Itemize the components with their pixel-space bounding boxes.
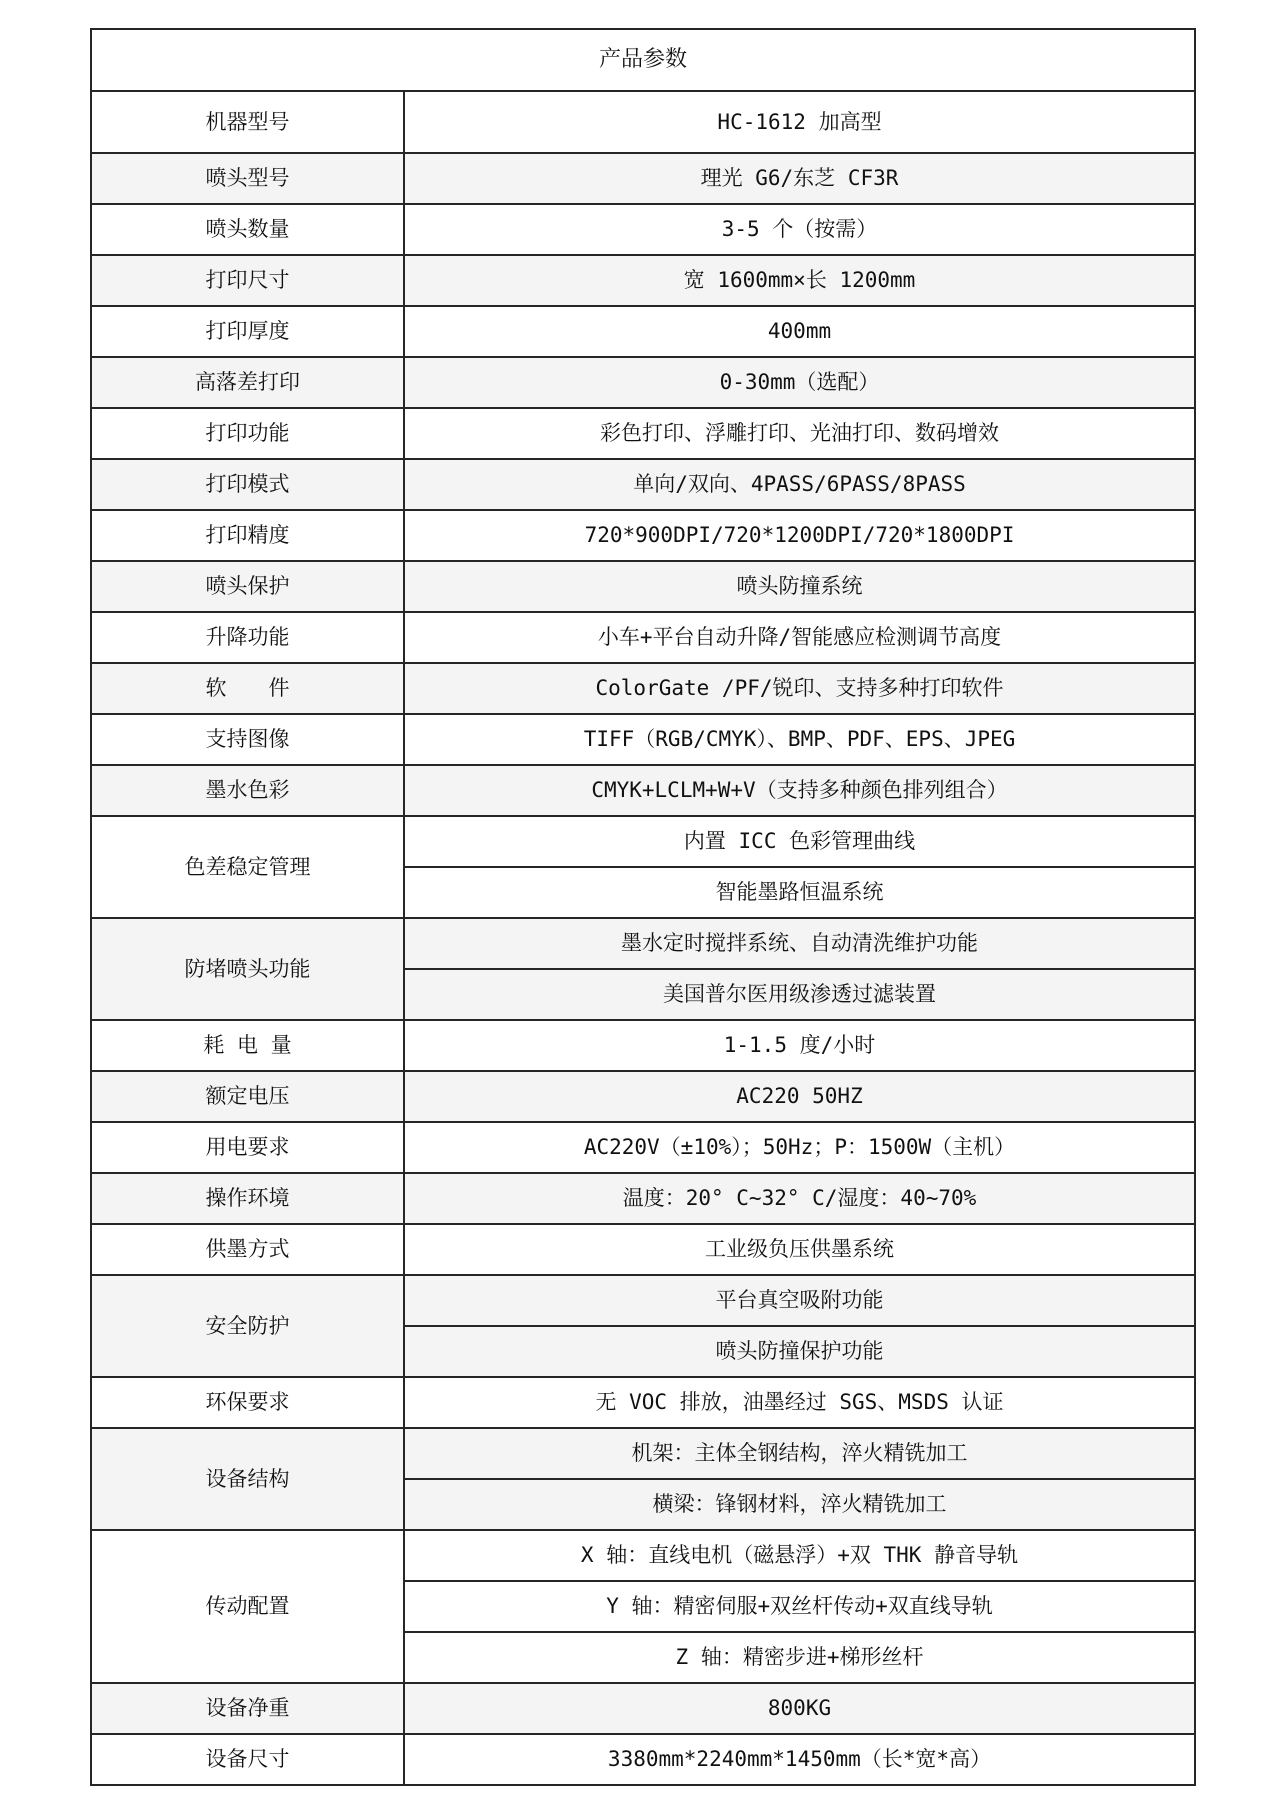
spec-value-cell: 智能墨路恒温系统 [404,867,1195,918]
spec-value-cell: 3380mm*2240mm*1450mm（长*宽*高） [404,1734,1195,1785]
spec-label-cell: 色差稳定管理 [91,816,404,918]
spec-row [91,1683,1195,1734]
spec-value-cell: Z 轴：精密步进+梯形丝杆 [404,1632,1195,1683]
spec-value-cell: 墨水定时搅拌系统、自动清洗维护功能 [404,918,1195,969]
spec-value-cell: 小车+平台自动升降/智能感应检测调节高度 [404,612,1195,663]
spec-label-cell: 喷头数量 [91,204,404,255]
spec-label-cell: 支持图像 [91,714,404,765]
spec-value-cell: 0-30mm（选配） [404,357,1195,408]
spec-label-cell: 软 件 [91,663,404,714]
spec-row [91,408,1195,459]
spec-value-cell: 喷头防撞保护功能 [404,1326,1195,1377]
spec-value-cell: 温度：20° C~32° C/湿度：40~70% [404,1173,1195,1224]
spec-row [91,204,1195,255]
spec-row [91,1071,1195,1122]
spec-label-cell: 设备净重 [91,1683,404,1734]
spec-value-cell: 彩色打印、浮雕打印、光油打印、数码增效 [404,408,1195,459]
spec-label-cell: 墨水色彩 [91,765,404,816]
spec-value-cell: 400mm [404,306,1195,357]
spec-label-cell: 安全防护 [91,1275,404,1377]
spec-row [91,918,1195,969]
spec-label-cell: 打印厚度 [91,306,404,357]
spec-value-cell: AC220V（±10%）；50Hz；P：1500W（主机） [404,1122,1195,1173]
spec-value-cell: 720*900DPI/720*1200DPI/720*1800DPI [404,510,1195,561]
spec-row [91,714,1195,765]
spec-label-cell: 打印模式 [91,459,404,510]
spec-row [91,357,1195,408]
spec-value-cell: 机架：主体全钢结构，淬火精铣加工 [404,1428,1195,1479]
spec-row [91,153,1195,204]
spec-label-cell: 打印功能 [91,408,404,459]
spec-value-cell: 美国普尔医用级渗透过滤装置 [404,969,1195,1020]
spec-row [91,510,1195,561]
spec-label-cell: 喷头保护 [91,561,404,612]
spec-value-cell: 工业级负压供墨系统 [404,1224,1195,1275]
spec-value-cell: ColorGate /PF/锐印、支持多种打印软件 [404,663,1195,714]
table-title: 产品参数 [91,29,1195,91]
spec-label-cell: 设备尺寸 [91,1734,404,1785]
spec-row [91,1428,1195,1479]
spec-row [91,1530,1195,1581]
spec-row [91,306,1195,357]
spec-row [91,1173,1195,1224]
spec-value-cell: 横梁：锋钢材料，淬火精铣加工 [404,1479,1195,1530]
spec-value-cell: HC-1612 加高型 [404,91,1195,153]
spec-label-cell: 传动配置 [91,1530,404,1683]
spec-row [91,1020,1195,1071]
spec-label-cell: 喷头型号 [91,153,404,204]
spec-label-cell: 机器型号 [91,91,404,153]
spec-row [91,765,1195,816]
spec-value-cell: 理光 G6/东芝 CF3R [404,153,1195,204]
spec-value-cell: Y 轴：精密伺服+双丝杆传动+双直线导轨 [404,1581,1195,1632]
spec-label-cell: 设备结构 [91,1428,404,1530]
spec-row [91,1224,1195,1275]
spec-value-cell: 喷头防撞系统 [404,561,1195,612]
spec-row [91,1734,1195,1785]
spec-value-cell: 3-5 个（按需） [404,204,1195,255]
spec-row [91,1275,1195,1326]
spec-value-cell: CMYK+LCLM+W+V（支持多种颜色排列组合） [404,765,1195,816]
spec-row [91,561,1195,612]
spec-value-cell: X 轴：直线电机（磁悬浮）+双 THK 静音导轨 [404,1530,1195,1581]
spec-label-cell: 防堵喷头功能 [91,918,404,1020]
spec-value-cell: 1-1.5 度/小时 [404,1020,1195,1071]
spec-value-cell: TIFF（RGB/CMYK）、BMP、PDF、EPS、JPEG [404,714,1195,765]
spec-label-cell: 用电要求 [91,1122,404,1173]
product-spec-table [90,28,1196,1786]
spec-value-cell: AC220 50HZ [404,1071,1195,1122]
spec-row [91,255,1195,306]
spec-row [91,1122,1195,1173]
spec-label-cell: 升降功能 [91,612,404,663]
spec-label-cell: 操作环境 [91,1173,404,1224]
spec-row [91,459,1195,510]
spec-value-cell: 单向/双向、4PASS/6PASS/8PASS [404,459,1195,510]
spec-row [91,612,1195,663]
spec-label-cell: 供墨方式 [91,1224,404,1275]
spec-row [91,816,1195,867]
spec-label-cell: 耗 电 量 [91,1020,404,1071]
spec-table-body [91,91,1195,1785]
spec-row [91,91,1195,153]
spec-label-cell: 额定电压 [91,1071,404,1122]
spec-label-cell: 高落差打印 [91,357,404,408]
spec-value-cell: 无 VOC 排放，油墨经过 SGS、MSDS 认证 [404,1377,1195,1428]
spec-label-cell: 环保要求 [91,1377,404,1428]
spec-value-cell: 宽 1600mm×长 1200mm [404,255,1195,306]
spec-value-cell: 平台真空吸附功能 [404,1275,1195,1326]
spec-row [91,663,1195,714]
spec-row [91,1377,1195,1428]
spec-label-cell: 打印精度 [91,510,404,561]
spec-label-cell: 打印尺寸 [91,255,404,306]
spec-value-cell: 800KG [404,1683,1195,1734]
table-title-row [91,29,1195,91]
spec-value-cell: 内置 ICC 色彩管理曲线 [404,816,1195,867]
